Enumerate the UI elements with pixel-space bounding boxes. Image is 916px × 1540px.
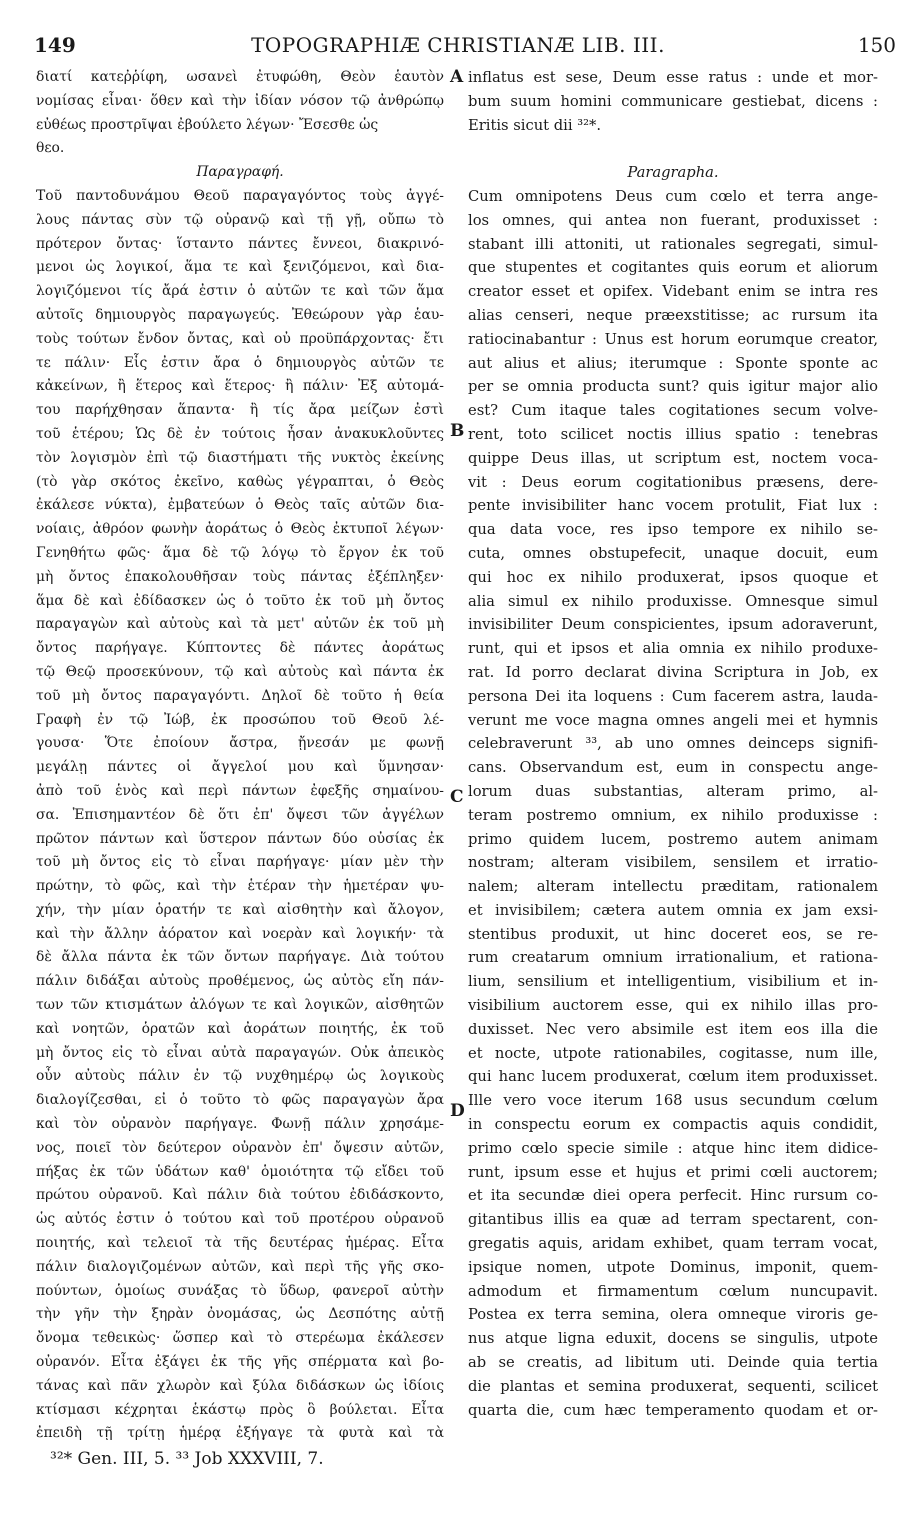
text-line: in conspectu eorum ex compactis aquis condidit, <box>468 1116 878 1134</box>
text-line: οὖν αὐτοὺς πάλιν ἐν τῷ νυχθημέρῳ ὡς λογικοὺς <box>36 1068 444 1085</box>
text-line: εὐθέως προστρῖψαι ἐβούλετο λέγων· Ἔσεσθε ὡς <box>36 116 379 133</box>
text-line: ἐκάλεσε νύκτα), ἐμβατεύων ὁ Θεὸς ταῖς αὐτῶν δια- <box>36 497 444 514</box>
text-line: σα. Ἐπισημαντέον δὲ ὅτι ἐπ' ὄψεσι τῶν ἀγγέλων <box>36 806 444 823</box>
text-line: μενοι ὡς λογικοί, ἅμα τε καὶ ξενιζόμενοι, καὶ δια- <box>36 259 444 276</box>
text-line: ab se creatis, ad libitum uti. Deinde quia tertia <box>468 1354 878 1372</box>
text-line: τὴν γῆν τὴν ξηρὰν ὀνομάσας, ὡς Δεσπότης αὐτῇ <box>36 1306 444 1323</box>
text-line: τοῦ μὴ ὄντος εἰς τὸ εἶναι παρήγαγε· μίαν μὲν τὴν <box>36 854 444 871</box>
margin-marker-c: C <box>450 787 464 807</box>
text-line: τοῦ μὴ ὄντος παραγαγόντι. Δηλοῖ δὲ τοῦτο ἡ θεία <box>36 687 444 704</box>
text-line <box>468 137 878 161</box>
text-line: ὡς αὐτός ἐστιν ὁ τούτου καὶ τοῦ προτέρου οὐρανοῦ <box>36 1211 444 1228</box>
text-line: rum creatarum omnium irrationalium, et rationa- <box>468 949 878 967</box>
text-line: quippe Deus illas, ut scriptum est, noctem voca- <box>468 449 878 467</box>
margin-marker-b: B <box>450 421 465 441</box>
text-line: admodum et firmamentum cœlum nuncupavit. <box>468 1282 878 1300</box>
footnotes: ³²* Gen. III, 5. ³³ Job XXXVIII, 7. <box>50 1449 324 1469</box>
text-line: cuta, omnes obstupefecit, unaque docuit, eum <box>468 544 878 562</box>
text-line: διαλογίζεσθαι, εἰ ὁ τοῦτο τὸ φῶς παραγαγὼν ἄρα <box>36 1092 444 1109</box>
page-number-left: 149 <box>34 33 76 57</box>
text-line: nalem; alteram intellectu præditam, rationalem <box>468 878 878 896</box>
text-line: creator esset et opifex. Videbant enim se intra res <box>468 283 878 301</box>
text-line: qui hoc ex nihilo produxerat, ipsos quoque et <box>468 568 878 586</box>
text-line: λους πάντας σὺν τῷ οὐρανῷ καὶ τῇ γῇ, οὔπω τὸ <box>36 211 444 228</box>
text-line: per se omnia producta sunt? quis igitur major alio <box>468 378 878 396</box>
text-line: nostram; alteram visibilem, sensilem et irratio- <box>468 854 878 872</box>
text-line: πρώτην, τὸ φῶς, καὶ τὴν ἑτέραν τὴν ἡμετέραν ψυ- <box>36 878 444 895</box>
text-line: aut alius et alius; iterumque : Sponte sponte ac <box>468 354 878 372</box>
text-line: bum suum homini communicare gestiebat, dicens : <box>468 92 878 110</box>
text-line: alia simul ex nihilo produxisse. Omnesque simul <box>468 592 878 610</box>
latin-column <box>468 66 878 1422</box>
text-line: die plantas et semina produxerat, sequenti, scilicet <box>468 1377 878 1395</box>
text-line: θεο. <box>36 140 65 157</box>
text-line: μεγάλῃ πάντες οἱ ἄγγελοί μου καὶ ὕμνησαν· <box>36 759 444 776</box>
text-line: qua data voce, res ipso tempore ex nihilo se- <box>468 521 878 539</box>
text-line: Paragrapha. <box>627 164 719 182</box>
text-line: nus atque ligna eduxit, docens se singulis, utpote <box>468 1330 878 1348</box>
text-line: καὶ νοητῶν, ὁρατῶν καὶ ἀοράτων ποιητής, ἐκ τοῦ <box>36 1020 444 1037</box>
text-line: χήν, τὴν μίαν ὁρατήν τε καὶ αἰσθητὴν καὶ ἄλογον, <box>36 901 444 918</box>
text-line: διατί κατεῤῥίφη, ωσανεὶ ἐτυφώθη, Θεὸν ἑαυτὸν <box>36 69 444 85</box>
text-line: que stupentes et cogitantes quis eorum et aliorum <box>468 259 878 277</box>
text-line: καὶ τὴν ἄλλην ἀόρατον καὶ νοερὰν καὶ λογικήν· τὰ <box>36 925 444 942</box>
text-line: ipsique nomen, utpote Dominus, imponit, quem- <box>468 1258 878 1276</box>
text-line: et invisibilem; cætera autem omnia ex jam exsi- <box>468 901 878 919</box>
text-line: gitantibus illis ea quæ ad terram spectarent, con- <box>468 1211 878 1229</box>
text-line: τῷ Θεῷ προσεκύνουν, τῷ καὶ αὐτοὺς καὶ πάντα ἐκ <box>36 663 444 680</box>
text-line: τοὺς τούτων ἔνδον ὄντας, καὶ οὐ προϋπάρχοντας· ἔτι <box>36 330 444 347</box>
page-number-right: 150 <box>857 33 896 57</box>
text-line: πρότερον ὄντας· ἵσταντο πάντες ἔννεοι, διακρινό- <box>36 235 444 252</box>
text-line: Cum omnipotens Deus cum cœlo et terra ange- <box>468 187 878 205</box>
text-line: (τὸ γὰρ σκότος ἐκεῖνο, καθὼς γέγραπται, ὁ Θεὸς <box>36 473 444 490</box>
text-line: πάλιν διαλογιζομένων αὐτῶν, καὶ περὶ τῆς γῆς σκο- <box>36 1258 444 1275</box>
text-line: Τοῦ παντοδυνάμου Θεοῦ παραγαγόντος τοὺς ἀγγέ- <box>36 187 444 204</box>
text-line: αὐτοῖς δημιουργὸς παραγωγεύς. Ἐθεώρουν γὰρ ἑαυ- <box>36 306 444 323</box>
text-line: duxisset. Nec vero absimile est item eos illa die <box>468 1020 878 1038</box>
text-line: δὲ ἄλλα πάντα ἐκ τῶν ὄντων παρήγαγε. Διὰ τούτου <box>36 949 444 966</box>
text-line: πούντων, ὁμοίως συνάξας τὸ ὕδωρ, φανεροῖ αὐτὴν <box>36 1282 444 1299</box>
text-line: et nocte, utpote rationabiles, cogitasse, num ille, <box>468 1044 878 1062</box>
text-line: stentibus produxit, ut hinc doceret eos, se re- <box>468 925 878 943</box>
text-line: rent, toto scilicet noctis illius spatio : tenebras <box>468 425 878 443</box>
text-line: πρῶτον πάντων καὶ ὕστερον πάντων δύο οὐσίας ἐκ <box>36 830 444 847</box>
text-line: ὄνομα τεθεικὼς· ὥσπερ καὶ τὸ στερέωμα ἐκάλεσεν <box>36 1330 444 1347</box>
text-line: vit : Deus eorum cogitationibus præsens, dere- <box>468 473 878 491</box>
text-line: primo quidem lucem, postremo autem animam <box>468 830 878 848</box>
text-line: κτίσμασι κέχρηται ἑκάστῳ πρὸς ὃ βούλεται. Εἶτα <box>36 1401 444 1418</box>
text-line: ἀπὸ τοῦ ἑνὸς καὶ περὶ πάντων ἐφεξῆς σημαίνου- <box>36 782 444 799</box>
text-line: πρώτου οὐρανοῦ. Καὶ πάλιν διὰ τούτου ἐδιδάσκοντο, <box>36 1187 444 1204</box>
text-line: Γραφὴ ἐν τῷ Ἰώβ, ἐκ προσώπου τοῦ Θεοῦ λέ- <box>36 711 444 728</box>
text-line: πάλιν διδάξαι αὐτοὺς προθέμενος, ὡς αὐτὸς εἴη πάν- <box>36 973 444 990</box>
text-line: inflatus est sese, Deum esse ratus : unde et mor- <box>468 69 878 86</box>
text-line: invisibiliter Deum conspicientes, ipsum adoraverunt, <box>468 616 878 634</box>
text-line: τάνας καὶ πᾶν χλωρὸν καὶ ξύλα διδάσκων ὡς ἰδίοις <box>36 1377 444 1394</box>
text-line: celebraverunt ³³, ab uno omnes deinceps signifi- <box>468 735 878 753</box>
text-line: του παρήχθησαν ἅπαντα· ἢ τίς ἄρα μείζων ἐστὶ <box>36 402 444 419</box>
text-line: est? Cum itaque tales cogitationes secum volve- <box>468 402 878 420</box>
text-line: καὶ τὸν οὐρανὸν παρήγαγε. Φωνῇ πάλιν χρησάμε- <box>36 1116 444 1133</box>
text-line: quarta die, cum hæc temperamento quodam et or- <box>468 1401 878 1419</box>
margin-marker-d: D <box>450 1101 465 1121</box>
text-line: των τῶν κτισμάτων ἀλόγων τε καὶ λογικῶν, αἰσθητῶν <box>36 997 444 1014</box>
text-line: runt, ipsum esse et hujus et primi cœli auctorem; <box>468 1163 878 1181</box>
text-line: verunt me voce magna omnes angeli mei et hymnis <box>468 711 878 729</box>
text-line: ratiocinabantur : Unus est horum eorumque creator, <box>468 330 878 348</box>
margin-marker-a: A <box>450 67 464 87</box>
text-line: πήξας ἐκ τῶν ὑδάτων καθ' ὁμοιότητα τῷ εἴδει τοῦ <box>36 1163 444 1180</box>
text-line: Ille vero voce iterum 168 usus secundum cœlum <box>468 1092 878 1110</box>
text-line: lium, sensilium et intelligentium, visibilium et in- <box>468 973 878 991</box>
text-line: visibilium auctorem esse, qui ex nihilo illas pro- <box>468 997 878 1015</box>
text-line: teram postremo omnium, ex nihilo produxisse : <box>468 806 878 824</box>
text-line: primo cœlo specie simile : atque hinc item didice- <box>468 1139 878 1157</box>
text-line: runt, qui et ipsos et alia omnia ex nihilo produxe- <box>468 640 878 658</box>
text-line: λογιζόμενοι τίς ἄρά ἐστιν ὁ αὐτῶν τε καὶ τῶν ἅμα <box>36 283 444 300</box>
text-line: κἀκείνων, ἢ ἕτερος καὶ ἕτερος· ἢ πάλιν· Ἐξ αὐτομά- <box>36 378 444 395</box>
text-line: μὴ ὄντος εἰς τὸ εἶναι αὐτὰ παραγαγών. Οὐκ ἀπεικὸς <box>36 1044 444 1061</box>
text-line: γουσα· Ὅτε ἐποίουν ἄστρα, ᾔνεσάν με φωνῇ <box>36 735 444 752</box>
text-line: παραγαγὼν καὶ αὐτοὺς καὶ τὰ μετ' αὐτῶν ἐκ τοῦ μὴ <box>36 616 444 633</box>
text-line: los omnes, qui antea non fuerant, produxisset : <box>468 211 878 229</box>
text-line: τοῦ ἑτέρου; Ὡς δὲ ἐν τούτοις ἦσαν ἀνακυκλοῦντες <box>36 425 444 442</box>
text-line: Postea ex terra semina, olera omneque viroris ge- <box>468 1306 878 1324</box>
text-line: νος, ποιεῖ τὸν δεύτερον οὐρανὸν ἐπ' ὄψεσιν αὐτῶν, <box>36 1139 444 1156</box>
text-line: μὴ ὄντος ἐπακολουθῆσαν τοὺς πάντας ἐξέπληξεν· <box>36 568 444 585</box>
greek-column <box>36 66 444 1446</box>
text-line: νομίσας εἶναι· ὅθεν καὶ τὴν ἰδίαν νόσον τῷ ἀνθρώπῳ <box>36 92 444 109</box>
text-line: cans. Observandum est, eum in conspectu ange- <box>468 759 878 777</box>
text-line: ποιητής, καὶ τελειοῖ τὰ τῆς δευτέρας ἡμέρας. Εἶτα <box>36 1235 444 1252</box>
text-line: qui hanc lucem produxerat, cœlum item produxisset. <box>468 1068 878 1086</box>
text-line: Γενηθήτω φῶς· ἅμα δὲ τῷ λόγῳ τὸ ἔργον ἐκ τοῦ <box>36 544 444 561</box>
text-line: persona Dei ita loquens : Cum facerem astra, lauda- <box>468 687 878 705</box>
text-line: rat. Id porro declarat divina Scriptura in Job, ex <box>468 663 878 681</box>
text-line: gregatis aquis, aridam exhibet, quam terram vocat, <box>468 1235 878 1253</box>
text-line: νοίαις, ἀθρόον φωνὴν ἀοράτως ὁ Θεὸς ἐκτυποῖ λέγων· <box>36 521 444 538</box>
text-line: ἐπειδὴ τῇ τρίτῃ ἡμέρᾳ ἐξήγαγε τὰ φυτὰ καὶ τὰ <box>36 1425 444 1442</box>
text-line: Παραγραφή. <box>196 164 284 181</box>
text-line: alias censeri, neque præexstitisse; ac rursum ita <box>468 306 878 324</box>
text-line: stabant illi attoniti, ut rationales segregati, simul- <box>468 235 878 253</box>
text-line: et ita secundæ diei opera perfecit. Hinc rursum co- <box>468 1187 878 1205</box>
text-line: lorum duas substantias, alteram primo, al- <box>468 782 878 800</box>
text-line: ὄντος παρήγαγε. Κύπτοντες δὲ πάντες ἀοράτως <box>36 640 444 657</box>
text-line: τὸν λογισμὸν ἐπὶ τῷ διαστήματι τῆς νυκτὸς ἐκείνης <box>36 449 444 466</box>
text-line: pente invisibiliter hanc vocem protulit, Fiat lux : <box>468 497 878 515</box>
running-title: TOPOGRAPHIÆ CHRISTIANÆ LIB. III. <box>251 33 665 57</box>
text-line: ἅμα δὲ καὶ ἐδίδασκεν ὡς ὁ τοῦτο ἐκ τοῦ μὴ ὄντος <box>36 592 444 609</box>
text-line: τε πάλιν· Εἷς ἐστιν ἄρα ὁ δημιουργὸς αὐτῶν τε <box>36 354 444 371</box>
text-line: οὐρανόν. Εἶτα ἐξάγει ἐκ τῆς γῆς σπέρματα καὶ βο- <box>36 1354 444 1371</box>
text-line: Eritis sicut dii ³²*. <box>468 116 601 134</box>
